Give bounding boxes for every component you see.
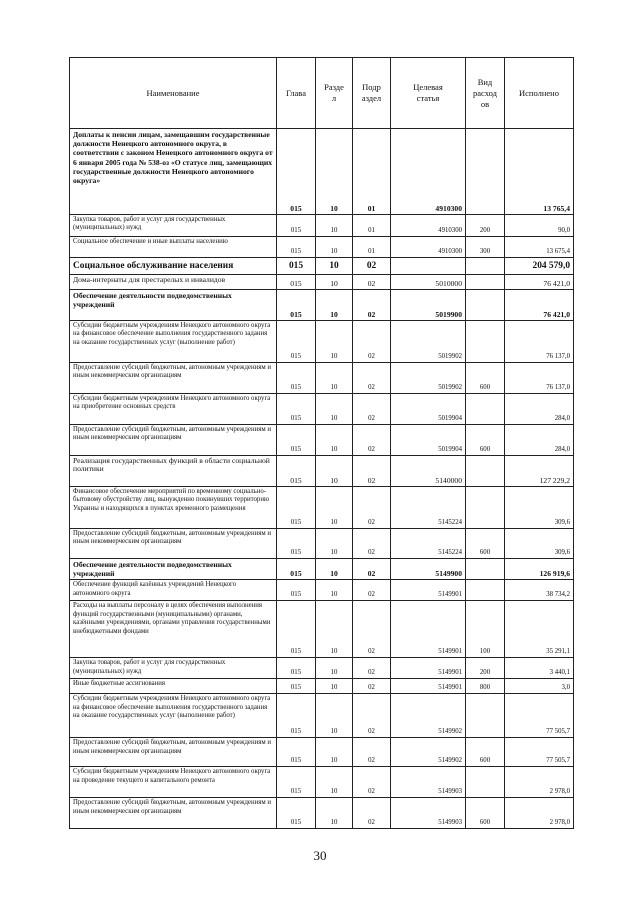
row-executed: 127 229,2: [505, 456, 574, 487]
table-row: [70, 738, 574, 767]
row-section: 10: [316, 559, 353, 580]
row-target-article: 5019902: [391, 363, 466, 394]
row-target-article: 4910300: [391, 237, 466, 258]
row-section: 10: [316, 694, 353, 738]
row-expense-type: [466, 559, 505, 580]
table-row: [70, 290, 574, 321]
row-subsection: 02: [353, 321, 391, 363]
row-subsection: 02: [353, 580, 391, 601]
row-executed: 126 919,6: [505, 559, 574, 580]
row-name: Предоставление субсидий бюджетным, автономным учреждениям и иным некоммерческим организациям: [70, 798, 277, 829]
header-executed: Исполнено: [505, 58, 574, 129]
row-section: 10: [316, 363, 353, 394]
table-row: [70, 425, 574, 456]
row-expense-type: 300: [466, 237, 505, 258]
row-target-article: 5149903: [391, 767, 466, 798]
row-name: Обеспечение деятельности подведомственных учреждений: [70, 290, 277, 321]
row-section: 10: [316, 129, 353, 215]
row-executed: 38 734,2: [505, 580, 574, 601]
row-executed: 284,0: [505, 425, 574, 456]
row-expense-type: [466, 694, 505, 738]
row-subsection: 02: [353, 559, 391, 580]
table-row: [70, 237, 574, 258]
table-row: [70, 487, 574, 529]
row-chapter: 015: [277, 580, 316, 601]
row-section: 10: [316, 394, 353, 425]
row-section: 10: [316, 679, 353, 694]
row-executed: 204 579,0: [505, 258, 574, 275]
row-executed: 90,0: [505, 215, 574, 237]
row-chapter: 015: [277, 425, 316, 456]
row-chapter: 015: [277, 456, 316, 487]
row-subsection: 01: [353, 215, 391, 237]
table-row: [70, 679, 574, 694]
table-row: [70, 559, 574, 580]
row-executed: 77 505,7: [505, 694, 574, 738]
row-subsection: 01: [353, 129, 391, 215]
table-row: [70, 601, 574, 658]
row-chapter: 015: [277, 738, 316, 767]
row-subsection: 02: [353, 363, 391, 394]
row-chapter: 015: [277, 275, 316, 290]
row-subsection: 02: [353, 658, 391, 679]
row-expense-type: [466, 487, 505, 529]
table-row: [70, 580, 574, 601]
table-row: [70, 456, 574, 487]
table-row: [70, 215, 574, 237]
row-chapter: 015: [277, 487, 316, 529]
row-section: 10: [316, 798, 353, 829]
table-row: [70, 767, 574, 798]
header-chapter: Глава: [277, 58, 316, 129]
table-header-row: [70, 58, 574, 129]
row-subsection: 02: [353, 529, 391, 559]
row-executed: 309,6: [505, 487, 574, 529]
page-number: 30: [313, 848, 327, 863]
row-expense-type: 600: [466, 738, 505, 767]
row-name: Реализация государственных функций в области социальной политики: [70, 456, 277, 487]
row-executed: 76 421,0: [505, 290, 574, 321]
row-name: Расходы на выплаты персоналу в целях обеспечения выполнения функций государственными (муниципальными) органами, казёнными учреждениями, органами управления государственными внебюджетными фондами: [70, 601, 277, 658]
table-row: [70, 258, 574, 275]
row-executed: 76 137,0: [505, 363, 574, 394]
row-name: Дома-интернаты для престарелых и инвалидов: [70, 275, 277, 290]
header-section: Разде л: [316, 58, 353, 129]
row-subsection: 02: [353, 738, 391, 767]
row-name: Социальное обслуживание населения: [70, 258, 277, 275]
table-row: [70, 798, 574, 829]
row-name: Обеспечение деятельности подведомственных учреждений: [70, 559, 277, 580]
row-subsection: 02: [353, 694, 391, 738]
row-name: Субсидии бюджетным учреждениям Ненецкого автономного округа на финансовое обеспечение выполнения государственного задания на оказание государственных услуг (выполнение работ): [70, 694, 277, 738]
row-name: Предоставление субсидий бюджетным, автономным учреждениям и иным некоммерческим организациям: [70, 425, 277, 456]
row-expense-type: 600: [466, 798, 505, 829]
row-name: Предоставление субсидий бюджетным, автономным учреждениям и иным некоммерческим организациям: [70, 529, 277, 559]
row-expense-type: [466, 258, 505, 275]
row-expense-type: 100: [466, 601, 505, 658]
table-row: [70, 363, 574, 394]
row-executed: 35 291,1: [505, 601, 574, 658]
row-section: 10: [316, 258, 353, 275]
row-expense-type: 200: [466, 215, 505, 237]
row-subsection: 02: [353, 258, 391, 275]
row-section: 10: [316, 767, 353, 798]
row-name: Предоставление субсидий бюджетным, автономным учреждениям и иным некоммерческим организациям: [70, 363, 277, 394]
table-row: [70, 129, 574, 215]
row-chapter: 015: [277, 237, 316, 258]
row-name: Субсидии бюджетным учреждениям Ненецкого автономного округа на проведение текущего и капитального ремонта: [70, 767, 277, 798]
row-executed: 3,0: [505, 679, 574, 694]
row-expense-type: [466, 321, 505, 363]
table-row: [70, 321, 574, 363]
row-expense-type: [466, 456, 505, 487]
row-expense-type: [466, 275, 505, 290]
row-executed: 13 675,4: [505, 237, 574, 258]
row-chapter: 015: [277, 798, 316, 829]
row-target-article: 4910300: [391, 129, 466, 215]
header-expense-type: Вид расход ов: [466, 58, 505, 129]
row-section: 10: [316, 456, 353, 487]
row-subsection: 02: [353, 487, 391, 529]
row-target-article: 5149901: [391, 580, 466, 601]
row-section: 10: [316, 580, 353, 601]
table-row: [70, 529, 574, 559]
row-target-article: 5149901: [391, 658, 466, 679]
row-chapter: 015: [277, 258, 316, 275]
row-target-article: 5145224: [391, 487, 466, 529]
row-subsection: 02: [353, 679, 391, 694]
row-subsection: 02: [353, 275, 391, 290]
table-row: [70, 394, 574, 425]
row-target-article: [391, 258, 466, 275]
row-executed: 76 421,0: [505, 275, 574, 290]
row-expense-type: 600: [466, 425, 505, 456]
row-name: Предоставление субсидий бюджетным, автономным учреждениям и иным некоммерческим организациям: [70, 738, 277, 767]
row-target-article: 5019904: [391, 425, 466, 456]
row-section: 10: [316, 738, 353, 767]
row-target-article: 5019902: [391, 321, 466, 363]
row-name: Финансовое обеспечение мероприятий по временному социально-бытовому обустройству лиц, вынужденно покинувших территорию Украины и находящихся в пунктах временного размещения: [70, 487, 277, 529]
table-row: [70, 694, 574, 738]
row-section: 10: [316, 658, 353, 679]
header-target-article: Целевая статья: [391, 58, 466, 129]
row-chapter: 015: [277, 679, 316, 694]
row-expense-type: [466, 394, 505, 425]
row-chapter: 015: [277, 694, 316, 738]
row-chapter: 015: [277, 767, 316, 798]
row-section: 10: [316, 425, 353, 456]
row-name: Субсидии бюджетным учреждениям Ненецкого автономного округа на финансовое обеспечение выполнения государственного задания на оказание государственных услуг (выполнение работ): [70, 321, 277, 363]
row-target-article: 5010000: [391, 275, 466, 290]
row-executed: 2 978,0: [505, 798, 574, 829]
row-chapter: 015: [277, 290, 316, 321]
budget-document: [69, 57, 573, 829]
row-target-article: 5149902: [391, 694, 466, 738]
row-chapter: 015: [277, 215, 316, 237]
row-section: 10: [316, 529, 353, 559]
header-subsection: Подр аздел: [353, 58, 391, 129]
row-expense-type: [466, 767, 505, 798]
row-subsection: 02: [353, 290, 391, 321]
row-subsection: 01: [353, 237, 391, 258]
row-target-article: 5019904: [391, 394, 466, 425]
row-executed: 76 137,0: [505, 321, 574, 363]
row-section: 10: [316, 215, 353, 237]
row-executed: 309,6: [505, 529, 574, 559]
row-expense-type: 800: [466, 679, 505, 694]
row-target-article: 5145224: [391, 529, 466, 559]
row-expense-type: 200: [466, 658, 505, 679]
row-name: Закупка товаров, работ и услуг для государственных (муниципальных) нужд: [70, 215, 277, 237]
row-expense-type: 600: [466, 363, 505, 394]
row-expense-type: 600: [466, 529, 505, 559]
row-subsection: 02: [353, 456, 391, 487]
row-section: 10: [316, 601, 353, 658]
row-executed: 3 440,1: [505, 658, 574, 679]
row-name: Социальное обеспечение и иные выплаты населению: [70, 237, 277, 258]
row-name: Доплаты к пенсии лицам, замещавшим государственные должности Ненецкого автономного округа, в соответствии с законом Ненецкого автономного округа от 6 января 2005 года № 538-оз «О статусе лиц, замещающих государственные должности Ненецкого автономного округа»: [70, 129, 277, 215]
row-subsection: 02: [353, 425, 391, 456]
budget-table: [69, 57, 574, 829]
row-chapter: 015: [277, 559, 316, 580]
row-target-article: 5149901: [391, 679, 466, 694]
row-name: Субсидии бюджетным учреждениям Ненецкого автономного округа на приобретение основных средств: [70, 394, 277, 425]
row-chapter: 015: [277, 658, 316, 679]
row-section: 10: [316, 321, 353, 363]
row-section: 10: [316, 487, 353, 529]
row-chapter: 015: [277, 129, 316, 215]
row-expense-type: [466, 129, 505, 215]
row-target-article: 5140000: [391, 456, 466, 487]
row-section: 10: [316, 290, 353, 321]
row-chapter: 015: [277, 601, 316, 658]
row-target-article: 5149901: [391, 601, 466, 658]
row-subsection: 02: [353, 394, 391, 425]
table-row: [70, 275, 574, 290]
row-section: 10: [316, 237, 353, 258]
row-target-article: 5149903: [391, 798, 466, 829]
row-target-article: 4910300: [391, 215, 466, 237]
row-name: Закупка товаров, работ и услуг для государственных (муниципальных) нужд: [70, 658, 277, 679]
row-executed: 77 505,7: [505, 738, 574, 767]
table-body: [70, 129, 574, 829]
row-name: Обеспечение функций казённых учреждений Ненецкого автономного округа: [70, 580, 277, 601]
row-section: 10: [316, 275, 353, 290]
row-expense-type: [466, 580, 505, 601]
row-executed: 284,0: [505, 394, 574, 425]
row-subsection: 02: [353, 601, 391, 658]
row-subsection: 02: [353, 798, 391, 829]
row-target-article: 5149902: [391, 738, 466, 767]
row-chapter: 015: [277, 363, 316, 394]
row-executed: 2 978,0: [505, 767, 574, 798]
row-chapter: 015: [277, 394, 316, 425]
row-executed: 13 765,4: [505, 129, 574, 215]
row-target-article: 5149900: [391, 559, 466, 580]
row-subsection: 02: [353, 767, 391, 798]
row-name: Иные бюджетные ассигнования: [70, 679, 277, 694]
table-row: [70, 658, 574, 679]
row-chapter: 015: [277, 529, 316, 559]
row-target-article: 5019900: [391, 290, 466, 321]
row-chapter: 015: [277, 321, 316, 363]
header-name: Наименование: [70, 58, 277, 129]
row-expense-type: [466, 290, 505, 321]
